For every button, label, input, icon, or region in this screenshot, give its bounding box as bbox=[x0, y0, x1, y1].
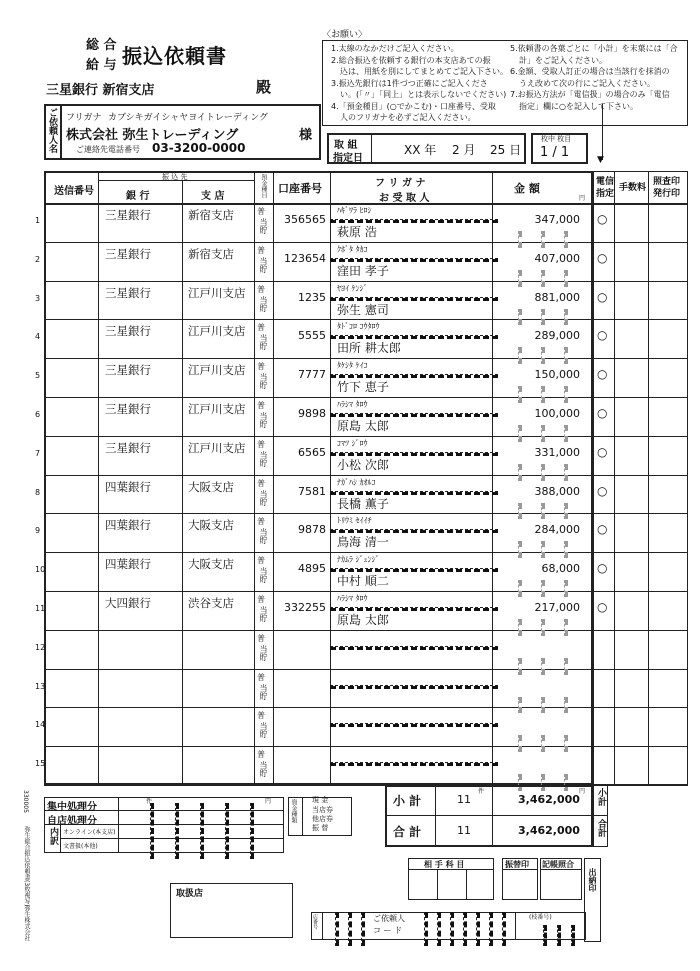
note-line: 人のフリガナを必ずご記入ください。 bbox=[340, 113, 476, 122]
row-receiver: 原島 太郎 bbox=[337, 613, 389, 627]
amount-tick bbox=[541, 386, 545, 403]
account-label: 相 手 科 目 bbox=[424, 860, 465, 869]
row-number: 14 bbox=[35, 720, 46, 730]
row-divider bbox=[44, 552, 688, 553]
row-bank: 三星銀行 bbox=[105, 402, 151, 416]
row-receiver: 弥生 憲司 bbox=[337, 302, 389, 317]
row-kana: ﾀｹｼﾀ ｹｲｺ bbox=[337, 361, 368, 371]
arrow-line bbox=[602, 104, 603, 160]
amount-tick bbox=[541, 270, 545, 287]
row-deposit-bottom: 当貯 bbox=[259, 722, 268, 739]
row-deposit-top: 普 bbox=[257, 245, 265, 255]
row-deposit-top: 普 bbox=[257, 478, 265, 488]
amount-tick bbox=[541, 658, 545, 675]
notes-left bbox=[331, 43, 508, 124]
furigana-label: フリガナ bbox=[66, 113, 102, 123]
subtotal-side: 小計 bbox=[596, 788, 606, 806]
amount-tick bbox=[541, 697, 545, 714]
row-amount: 68,000 bbox=[541, 562, 580, 576]
row-deposit-bottom: 当貯 bbox=[259, 256, 268, 273]
header-receiver: お 受 取 人 bbox=[379, 193, 430, 204]
row-bank: 四葉銀行 bbox=[105, 518, 151, 533]
amount-tick bbox=[564, 231, 568, 248]
row-wire: ○ bbox=[597, 289, 608, 304]
header-yen: 円 bbox=[579, 195, 586, 202]
row-kana: ﾊﾗｼﾏ ﾀﾛｳ bbox=[337, 594, 368, 603]
row-amount: 331,000 bbox=[534, 445, 580, 459]
row-bank: 大四銀行 bbox=[105, 596, 151, 610]
funds-own-check: 当店券 bbox=[312, 806, 333, 814]
requester-code-label-2: コ ー ド bbox=[373, 926, 403, 935]
processing-yen-unit: 円 bbox=[265, 798, 272, 805]
requester-label: ご依頼人名 bbox=[47, 108, 57, 153]
amount-tick bbox=[541, 735, 545, 752]
branch-number-label: (枝番号) bbox=[529, 914, 552, 921]
header-branch: 支 店 bbox=[201, 191, 225, 202]
note-line: 3.振込先銀行は1件づつ正確にご記入くださ bbox=[331, 78, 488, 88]
note-line: 1.太線のなかだけご記入ください。 bbox=[331, 44, 459, 53]
row-divider bbox=[44, 319, 688, 320]
row-divider bbox=[44, 397, 688, 398]
row-account: 9878 bbox=[298, 523, 326, 537]
amount-tick bbox=[518, 619, 522, 636]
total-amount: 3,462,000 bbox=[518, 824, 580, 837]
row-account: 1235 bbox=[298, 290, 326, 304]
row-amount: 217,000 bbox=[534, 601, 580, 614]
row-kana: ﾄﾘｳﾐ ｾｲｲﾁ bbox=[337, 516, 372, 526]
row-bank: 三星銀行 bbox=[105, 208, 151, 222]
row-wire: ○ bbox=[597, 328, 608, 343]
row-bank: 四葉銀行 bbox=[105, 479, 151, 494]
header-send-no: 送信番号 bbox=[54, 186, 94, 197]
row-wire: ○ bbox=[597, 522, 608, 537]
amount-tick bbox=[518, 270, 522, 287]
amount-tick bbox=[518, 425, 522, 442]
row-divider bbox=[44, 707, 688, 708]
row-divider bbox=[44, 669, 688, 670]
header-wire-1: 電信 bbox=[596, 177, 615, 187]
amount-tick bbox=[541, 347, 545, 364]
form-title: 振込依頼書 bbox=[122, 44, 227, 68]
amount-tick bbox=[564, 580, 568, 597]
sheet-label: 枚中 枚目 bbox=[541, 135, 572, 143]
row-receiver: 鳥海 清一 bbox=[337, 535, 389, 550]
note-line: 7.お振込方法が「電信扱」の場合のみ「電信 bbox=[510, 90, 670, 99]
row-receiver: 中村 順二 bbox=[337, 574, 389, 589]
row-number: 7 bbox=[35, 448, 41, 458]
row-wire: ○ bbox=[597, 561, 608, 576]
row-bank: 三星銀行 bbox=[105, 285, 151, 300]
amount-tick bbox=[518, 541, 522, 558]
row-number: 10 bbox=[35, 565, 46, 575]
ledger-check-label: 記帳照合 bbox=[542, 860, 574, 869]
printer-note: 弥生総合振込依頼書(3枚複写) bbox=[23, 826, 30, 907]
row-number: 11 bbox=[35, 604, 46, 613]
subtotal-count: 11 bbox=[457, 793, 471, 806]
row-deposit-top: 普 bbox=[257, 362, 265, 372]
row-divider bbox=[44, 746, 688, 747]
header-destination: 振 込 先 bbox=[162, 173, 188, 181]
row-receiver: 田所 耕太郎 bbox=[337, 341, 401, 356]
total-side: 合計 bbox=[596, 819, 606, 837]
date-label-bottom: 指定日 bbox=[333, 153, 363, 164]
requester-name: 株式会社 弥生トレーディング bbox=[66, 128, 239, 143]
row-deposit-top: 普 bbox=[257, 711, 265, 721]
online-label: オンライン(本支店) bbox=[63, 829, 116, 836]
row-branch: 江戸川支店 bbox=[188, 440, 246, 455]
row-deposit-bottom: 当貯 bbox=[259, 528, 268, 545]
total-label: 合 計 bbox=[393, 825, 422, 839]
note-line: 6.金額、受取人訂正の場合は当該行を抹消の bbox=[510, 67, 670, 76]
notes-right bbox=[510, 43, 678, 112]
recipient-bank: 三星銀行 新宿支店 bbox=[46, 83, 155, 98]
row-divider bbox=[44, 358, 688, 359]
row-number: 12 bbox=[35, 642, 46, 652]
row-deposit-top: 普 bbox=[257, 595, 265, 604]
amount-tick bbox=[564, 619, 568, 636]
notes-title: 〈お願い〉 bbox=[322, 30, 368, 40]
row-branch: 大阪支店 bbox=[188, 479, 234, 494]
funds-label: 資金種類 bbox=[290, 799, 297, 823]
note-line: 計」をご記入ください。 bbox=[519, 55, 607, 65]
row-divider bbox=[44, 242, 688, 243]
row-wire: ○ bbox=[597, 600, 608, 614]
row-branch: 渋谷支店 bbox=[188, 596, 234, 610]
row-deposit-bottom: 当貯 bbox=[259, 412, 268, 428]
amount-tick bbox=[564, 425, 568, 442]
row-deposit-bottom: 当貯 bbox=[259, 761, 268, 778]
row-wire: ○ bbox=[597, 444, 608, 459]
amount-tick bbox=[564, 347, 568, 364]
row-bank: 三星銀行 bbox=[105, 324, 151, 339]
amount-tick bbox=[518, 231, 522, 248]
amount-tick bbox=[541, 464, 545, 481]
header-bank: 銀 行 bbox=[126, 191, 150, 202]
kana-divider bbox=[330, 762, 498, 766]
amount-tick bbox=[564, 735, 568, 752]
requester-kana: カブシキガイシャヤヨイトレーディング bbox=[108, 113, 269, 123]
form-type-general: 総 合 bbox=[86, 38, 117, 53]
sheet-value: 1 / 1 bbox=[540, 145, 570, 160]
row-deposit-bottom: 当貯 bbox=[259, 450, 268, 467]
header-furigana: フ リ ガ ナ bbox=[375, 178, 426, 189]
amount-tick bbox=[564, 270, 568, 287]
row-deposit-top: 普 bbox=[257, 750, 265, 760]
phone-label: ご連絡先電話番号 bbox=[76, 145, 140, 154]
row-branch: 江戸川支店 bbox=[188, 324, 246, 339]
kana-divider bbox=[330, 646, 498, 650]
row-receiver: 竹下 恵子 bbox=[337, 380, 389, 395]
row-bank: 三星銀行 bbox=[105, 246, 151, 261]
processing-count-unit: 件 bbox=[146, 798, 153, 805]
amount-tick bbox=[518, 735, 522, 752]
row-deposit-bottom: 当貯 bbox=[259, 373, 268, 390]
row-kana: ﾊﾗｼﾏ ﾀﾛｳ bbox=[337, 400, 368, 409]
header-inquiry-1: 照査印 bbox=[653, 177, 681, 187]
amount-tick bbox=[564, 541, 568, 558]
row-number: 2 bbox=[35, 254, 41, 264]
amount-tick bbox=[541, 231, 545, 248]
row-branch: 江戸川支店 bbox=[188, 363, 246, 378]
row-deposit-bottom: 当貯 bbox=[259, 218, 268, 234]
row-number: 1 bbox=[35, 216, 41, 225]
row-account: 5555 bbox=[298, 329, 326, 343]
row-deposit-bottom: 当貯 bbox=[259, 606, 268, 622]
totals-count-unit: 件 bbox=[478, 788, 485, 795]
note-line: 込は、用紙を別にしてまとめてご記入下さい。 bbox=[340, 67, 508, 76]
amount-tick bbox=[564, 658, 568, 675]
requester-honorific: 様 bbox=[299, 128, 313, 143]
row-deposit-top: 普 bbox=[257, 556, 265, 566]
row-wire: ○ bbox=[597, 483, 608, 498]
row-deposit-top: 普 bbox=[257, 401, 265, 410]
row-divider bbox=[44, 513, 688, 514]
subtotal-label: 小 計 bbox=[393, 794, 422, 808]
row-amount: 388,000 bbox=[534, 484, 580, 498]
amount-tick bbox=[564, 464, 568, 481]
note-line: 4.「預金種目」(○でかこむ)・口座番号、受取 bbox=[331, 101, 496, 111]
row-divider bbox=[44, 475, 688, 476]
row-number: 9 bbox=[35, 526, 41, 536]
row-number: 4 bbox=[35, 332, 41, 342]
kana-divider bbox=[330, 685, 498, 689]
row-account: 9898 bbox=[298, 407, 326, 420]
row-wire: ○ bbox=[597, 406, 608, 420]
row-deposit-bottom: 当貯 bbox=[259, 567, 268, 584]
row-divider bbox=[44, 436, 688, 437]
row-deposit-bottom: 当貯 bbox=[259, 334, 268, 351]
row-wire: ○ bbox=[597, 250, 608, 265]
amount-tick bbox=[518, 309, 522, 326]
row-kana: ﾅｶﾞﾊｼ ｶｵﾙｺ bbox=[337, 477, 376, 487]
row-kana: ﾊｷﾞﾜﾗ ﾋﾛｼ bbox=[337, 206, 372, 215]
total-count: 11 bbox=[457, 824, 471, 837]
note-line: 5.依頼書の各葉ごとに「小計」を末葉には「合 bbox=[510, 44, 678, 53]
row-deposit-top: 普 bbox=[257, 672, 265, 682]
row-account: 356565 bbox=[284, 213, 326, 226]
funds-other-check: 他店券 bbox=[312, 815, 333, 823]
row-amount: 289,000 bbox=[534, 329, 580, 343]
amount-tick bbox=[541, 580, 545, 597]
branch-processing: 自店処理分 bbox=[47, 816, 97, 827]
row-receiver: 原島 太郎 bbox=[337, 419, 389, 433]
amount-tick bbox=[518, 658, 522, 675]
row-account: 7777 bbox=[298, 368, 326, 382]
row-number: 15 bbox=[35, 759, 46, 769]
row-deposit-top: 普 bbox=[257, 517, 265, 527]
row-amount: 150,000 bbox=[534, 368, 580, 382]
row-account: 332255 bbox=[284, 601, 326, 614]
row-branch: 大阪支店 bbox=[188, 557, 234, 572]
amount-tick bbox=[564, 386, 568, 403]
row-branch: 江戸川支店 bbox=[188, 402, 246, 416]
amount-tick bbox=[518, 697, 522, 714]
amount-tick bbox=[518, 503, 522, 520]
row-divider bbox=[44, 630, 688, 631]
note-line: 2.総合振込を依頼する銀行の本支店あての振 bbox=[331, 55, 491, 65]
row-kana: ｺﾏﾂ ｼﾞﾛｳ bbox=[337, 438, 368, 448]
amount-tick bbox=[541, 619, 545, 636]
row-amount: 100,000 bbox=[534, 407, 580, 420]
funds-cash: 現 金 bbox=[312, 796, 329, 804]
cancel-seal-label: 出納印 bbox=[588, 868, 597, 892]
transfer-seal-label: 振替印 bbox=[505, 860, 529, 869]
row-account: 123654 bbox=[284, 251, 326, 265]
kana-divider bbox=[330, 723, 498, 727]
amount-tick bbox=[518, 464, 522, 481]
row-deposit-bottom: 当貯 bbox=[259, 644, 268, 661]
amount-tick bbox=[541, 309, 545, 326]
row-deposit-bottom: 当貯 bbox=[259, 295, 268, 312]
header-inquiry-2: 発行印 bbox=[653, 189, 681, 199]
date-year: XX 年 bbox=[404, 143, 437, 157]
row-receiver: 萩原 浩 bbox=[337, 225, 377, 239]
row-deposit-bottom: 当貯 bbox=[259, 683, 268, 700]
row-divider bbox=[44, 591, 688, 592]
date-label-top: 取 組 bbox=[334, 140, 358, 151]
row-receiver: 窪田 孝子 bbox=[337, 263, 389, 278]
note-line: 指定」欄に○を記入して下さい。 bbox=[519, 101, 638, 111]
arrow-down-icon: ▼ bbox=[597, 155, 604, 165]
note-line: い。(「〃」「同上」とは表示しないでください) bbox=[340, 90, 507, 99]
amount-tick bbox=[564, 697, 568, 714]
row-account: 7581 bbox=[298, 484, 326, 498]
requester-code-label-1: ご依頼人 bbox=[373, 914, 405, 923]
amount-tick bbox=[564, 503, 568, 520]
row-wire: ○ bbox=[597, 367, 608, 382]
row-deposit-top: 普 bbox=[257, 323, 265, 333]
row-kana: ﾔﾖｲ ｹﾝｼﾞ bbox=[337, 283, 368, 293]
row-bank: 四葉銀行 bbox=[105, 557, 151, 572]
row-kana: ﾅｶﾑﾗ ｼﾞｭﾝｼﾞ bbox=[337, 555, 380, 565]
amount-tick bbox=[518, 386, 522, 403]
header-fee: 手数料 bbox=[619, 183, 647, 193]
row-receiver: 長橋 薫子 bbox=[337, 496, 389, 511]
header-deposit-type: 預金種目 bbox=[260, 174, 267, 198]
totals-yen-unit: 円 bbox=[579, 788, 586, 795]
row-branch: 大阪支店 bbox=[188, 518, 234, 533]
row-deposit-top: 普 bbox=[257, 439, 265, 449]
amount-tick bbox=[541, 425, 545, 442]
row-divider bbox=[44, 281, 688, 282]
row-number: 6 bbox=[35, 410, 41, 419]
row-deposit-top: 普 bbox=[257, 207, 265, 216]
row-amount: 881,000 bbox=[534, 290, 580, 304]
row-bank: 三星銀行 bbox=[105, 363, 151, 378]
header-amount: 金 額 bbox=[514, 182, 540, 195]
row-amount: 347,000 bbox=[534, 213, 580, 226]
form-code: 330005 bbox=[22, 790, 29, 813]
row-kana: ｸﾎﾞﾀ ﾀｶｺ bbox=[337, 244, 368, 254]
amount-tick bbox=[541, 541, 545, 558]
row-account: 4895 bbox=[298, 562, 326, 576]
breakdown-label: 内訳 bbox=[48, 827, 58, 845]
row-number: 8 bbox=[35, 487, 41, 497]
row-account: 6565 bbox=[298, 445, 326, 459]
central-processing: 集中処理分 bbox=[47, 802, 97, 813]
row-bank: 三星銀行 bbox=[105, 440, 151, 455]
store-number-label: 店番号 bbox=[312, 914, 318, 929]
subtotal-amount: 3,462,000 bbox=[518, 793, 580, 806]
document-label: 文書扱(本他) bbox=[63, 843, 98, 850]
row-kana: ﾀﾄﾞｺﾛ ｺｳﾀﾛｳ bbox=[337, 322, 380, 332]
amount-tick bbox=[518, 580, 522, 597]
honorific-tono: 殿 bbox=[256, 78, 272, 96]
note-line: うえ改めて次の行にご記入ください。 bbox=[519, 78, 655, 88]
row-number: 5 bbox=[35, 371, 41, 381]
row-deposit-top: 普 bbox=[257, 633, 265, 643]
header-account: 口座番号 bbox=[278, 182, 322, 195]
row-number: 13 bbox=[35, 681, 46, 691]
amount-tick bbox=[518, 347, 522, 364]
header-wire-2: 指定 bbox=[596, 189, 615, 199]
funds-transfer: 振 替 bbox=[312, 824, 329, 832]
date-day: 25 日 bbox=[490, 143, 522, 157]
amount-tick bbox=[564, 309, 568, 326]
row-receiver: 小松 次郎 bbox=[337, 457, 389, 472]
amount-tick bbox=[541, 503, 545, 520]
row-number: 3 bbox=[35, 293, 41, 303]
row-deposit-top: 普 bbox=[257, 284, 265, 294]
row-amount: 407,000 bbox=[534, 251, 580, 265]
form-type-salary: 給 与 bbox=[86, 58, 117, 73]
row-amount: 284,000 bbox=[534, 523, 580, 537]
row-wire: ○ bbox=[597, 212, 608, 226]
handling-store-label: 取扱店 bbox=[176, 889, 204, 899]
row-branch: 新宿支店 bbox=[188, 208, 234, 222]
row-deposit-bottom: 当貯 bbox=[259, 489, 268, 506]
row-branch: 新宿支店 bbox=[188, 246, 234, 261]
date-month: 2 月 bbox=[452, 143, 476, 157]
row-branch: 江戸川支店 bbox=[188, 285, 246, 300]
phone-number: 03-3200-0000 bbox=[152, 141, 246, 155]
footer-code: 弥生株式会社 bbox=[23, 905, 30, 941]
